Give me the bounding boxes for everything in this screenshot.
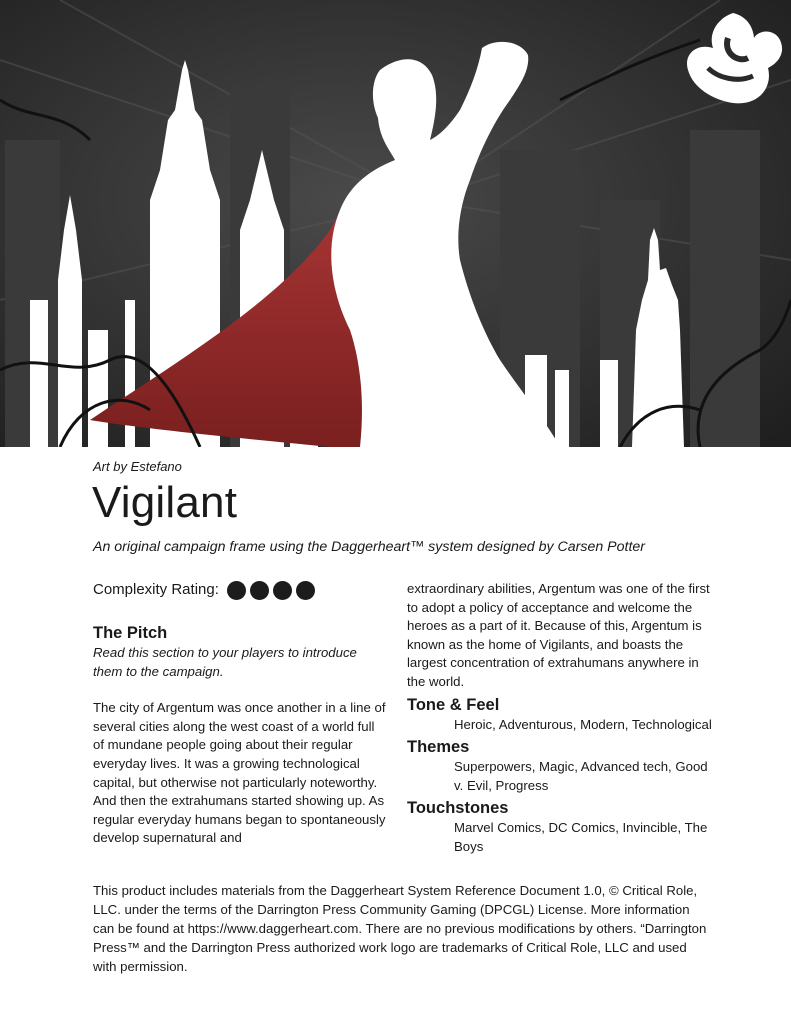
pitch-paragraph-1: The city of Argentum was once another in a line of several cities along the west coast of a world full of mundane people going about their regular everyday lives. It was a growing technological capital, but otherwise not particularly noteworthy.: [93, 700, 386, 790]
complexity-rating: [93, 578, 388, 602]
right-column: [407, 580, 712, 857]
hero-artwork: [0, 0, 791, 447]
tone-value: Heroic, Adventurous, Modern, Technological: [454, 716, 712, 732]
legal-notice: This product includes materials from the Daggerheart System Reference Document 1.0, © Critical Role, LLC. under the terms of the Darrington Press Community Gaming (DPCGL) License. More information can be found at https://www.daggerheart.com. There are no previous modifications by others. “Darrington Press™ and the Darrington Press authorized work logo are trademarks of Critical Role, LLC and used with permission.: [93, 883, 707, 974]
touchstones-value: Marvel Comics, DC Comics, Invincible, The Boys: [454, 820, 708, 854]
touchstones-heading: Touchstones: [407, 799, 509, 818]
themes-value: Superpowers, Magic, Advanced tech, Good v. Evil, Progress: [454, 759, 708, 793]
rating-dot-icon: [250, 581, 269, 600]
rating-dot-icon: [273, 581, 292, 600]
themes-section: [407, 736, 712, 795]
rating-dot-icon: [296, 581, 315, 600]
subtitle: An original campaign frame using the Daggerheart™ system designed by Carsen Potter: [93, 539, 646, 555]
touchstones-section: [407, 797, 712, 856]
page-title: Vigilant: [92, 478, 238, 527]
pitch-intro: Read this section to your players to introduce them to the campaign.: [93, 645, 357, 679]
pitch-heading: The Pitch: [93, 624, 168, 642]
art-credit: Art by Estefano: [93, 459, 182, 474]
left-column: [93, 578, 388, 848]
themes-heading: Themes: [407, 738, 470, 757]
pitch-paragraph-2: And then the extrahumans started showing up. As regular everyday humans began to spontaneously develop supernatural and: [93, 793, 386, 846]
hero-illustration: [0, 0, 791, 447]
pitch-paragraph-3: extraordinary abilities, Argentum was one of the first to adopt a policy of acceptance and welcome the heroes as a part of it. Because of this, Argentum is known as the home of Vigilants, and boasts the largest concentration of extrahumans anywhere in the world.: [407, 581, 710, 689]
complexity-label: Complexity Rating:: [93, 580, 219, 598]
rating-dot-icon: [227, 581, 246, 600]
complexity-dots: [227, 581, 315, 600]
tone-section: [407, 694, 712, 735]
tone-heading: Tone & Feel: [407, 695, 500, 714]
